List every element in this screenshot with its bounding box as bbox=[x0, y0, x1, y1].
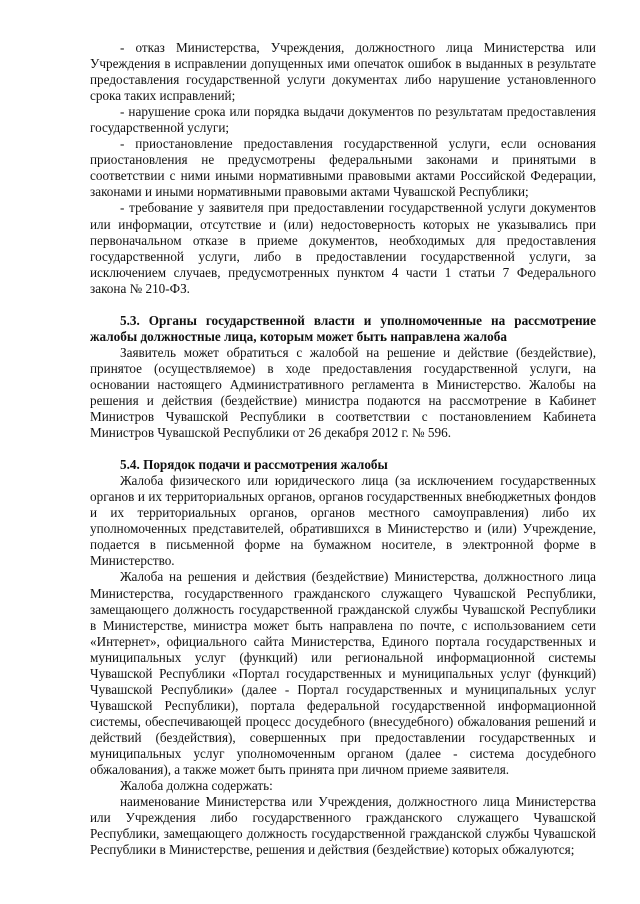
paragraph: Жалоба должна содержать: bbox=[120, 778, 273, 794]
section-spacer bbox=[90, 297, 596, 313]
list-item: - требование у заявителя при предоставлении государственной услуги документов или информации, отсутствие и (или) недостоверность которых не указывались при первоначальном отказе в приеме документов, необходимых для предоставления государственной услуги, либо в предоставлении государственной услуги, за исключением случаев, предусмотренных пунктом 4 части 1 статьи 7 Федерального закона № 210-ФЗ. bbox=[90, 200, 596, 296]
paragraph: Заявитель может обратиться с жалобой на решение и действие (бездействие), принятое (осуществляемое) в ходе предоставления государственной услуги, на основании настоящего Административного регламента в Министерство. Жалобы на решения и действия (бездействие) министра подаются на рассмотрение в Кабинет Министров Чувашской Республики в соответствии с постановлением Кабинета Министров Чувашской Республики от 26 декабря 2012 г. № 596. bbox=[90, 344, 596, 441]
paragraph: наименование Министерства или Учреждения, должностного лица Министерства или Учреждения либо государственного гражданского служащего Чувашской Республики, замещающего должность государственной гражданской службы Чувашской Республики в Министерстве, решения и действия (бездействие) которых обжалуются; bbox=[90, 794, 596, 858]
section-spacer bbox=[90, 441, 596, 457]
list-item: - отказ Министерства, Учреждения, должностного лица Министерства или Учреждения в исправлении допущенных ими опечаток ошибок в выданных в результате предоставления государственной услуги документах либо нарушение установленного срока таких исправлений; bbox=[90, 40, 596, 104]
paragraph: Жалоба физического или юридического лица (за исключением государственных органов и их территориальных органов, органов государственных внебюджетных фондов и их территориальных органов, органов местного самоуправления) либо их уполномоченных представителей, обратившихся в Министерство и (или) Учреждение, подается в письменной форме на бумажном носителе, в электронной форме в Министерство. bbox=[90, 473, 596, 569]
section-heading-5-4: 5.4. Порядок подачи и рассмотрения жалобы bbox=[120, 457, 388, 473]
document-page bbox=[90, 40, 596, 858]
list-item: - нарушение срока или порядка выдачи документов по результатам предоставления государственной услуги; bbox=[90, 104, 596, 136]
paragraph: Жалоба на решения и действия (бездействие) Министерства, должностного лица Министерства, государственного гражданского служащего Чувашской Республики, замещающего должность государственной гражданской службы Чувашской Республики в Министерстве, министра может быть направлена по почте, с использованием сети «Интернет», официального сайта Министерства, Единого портала государственных и муниципальных услуг (функций) или региональной информационной системы Чувашской Республики «Портал государственных и муниципальных услуг (функций) Чувашской Республики» (далее - Портал государственных и муниципальных услуг Чувашской Республики), портала федеральной государственной информационной системы, обеспечивающей процесс досудебного (внесудебного) обжалования решений и действий (бездействия), совершенных при предоставлении государственных и муниципальных услуг уполномоченным органом (далее - система досудебного обжалования), а также может быть принята при личном приеме заявителя. bbox=[90, 569, 596, 778]
section-heading-5-3: 5.3. Органы государственной власти и уполномоченные на рассмотрение жалобы должностные лица, которым может быть направлена жалоба bbox=[90, 312, 596, 344]
list-item: - приостановление предоставления государственной услуги, если основания приостановления не предусмотрены федеральными законами и принятыми в соответствии с ними иными нормативными правовыми актами Российской Федерации, законами и иными нормативными правовыми актами Чувашской Республики; bbox=[90, 136, 596, 200]
